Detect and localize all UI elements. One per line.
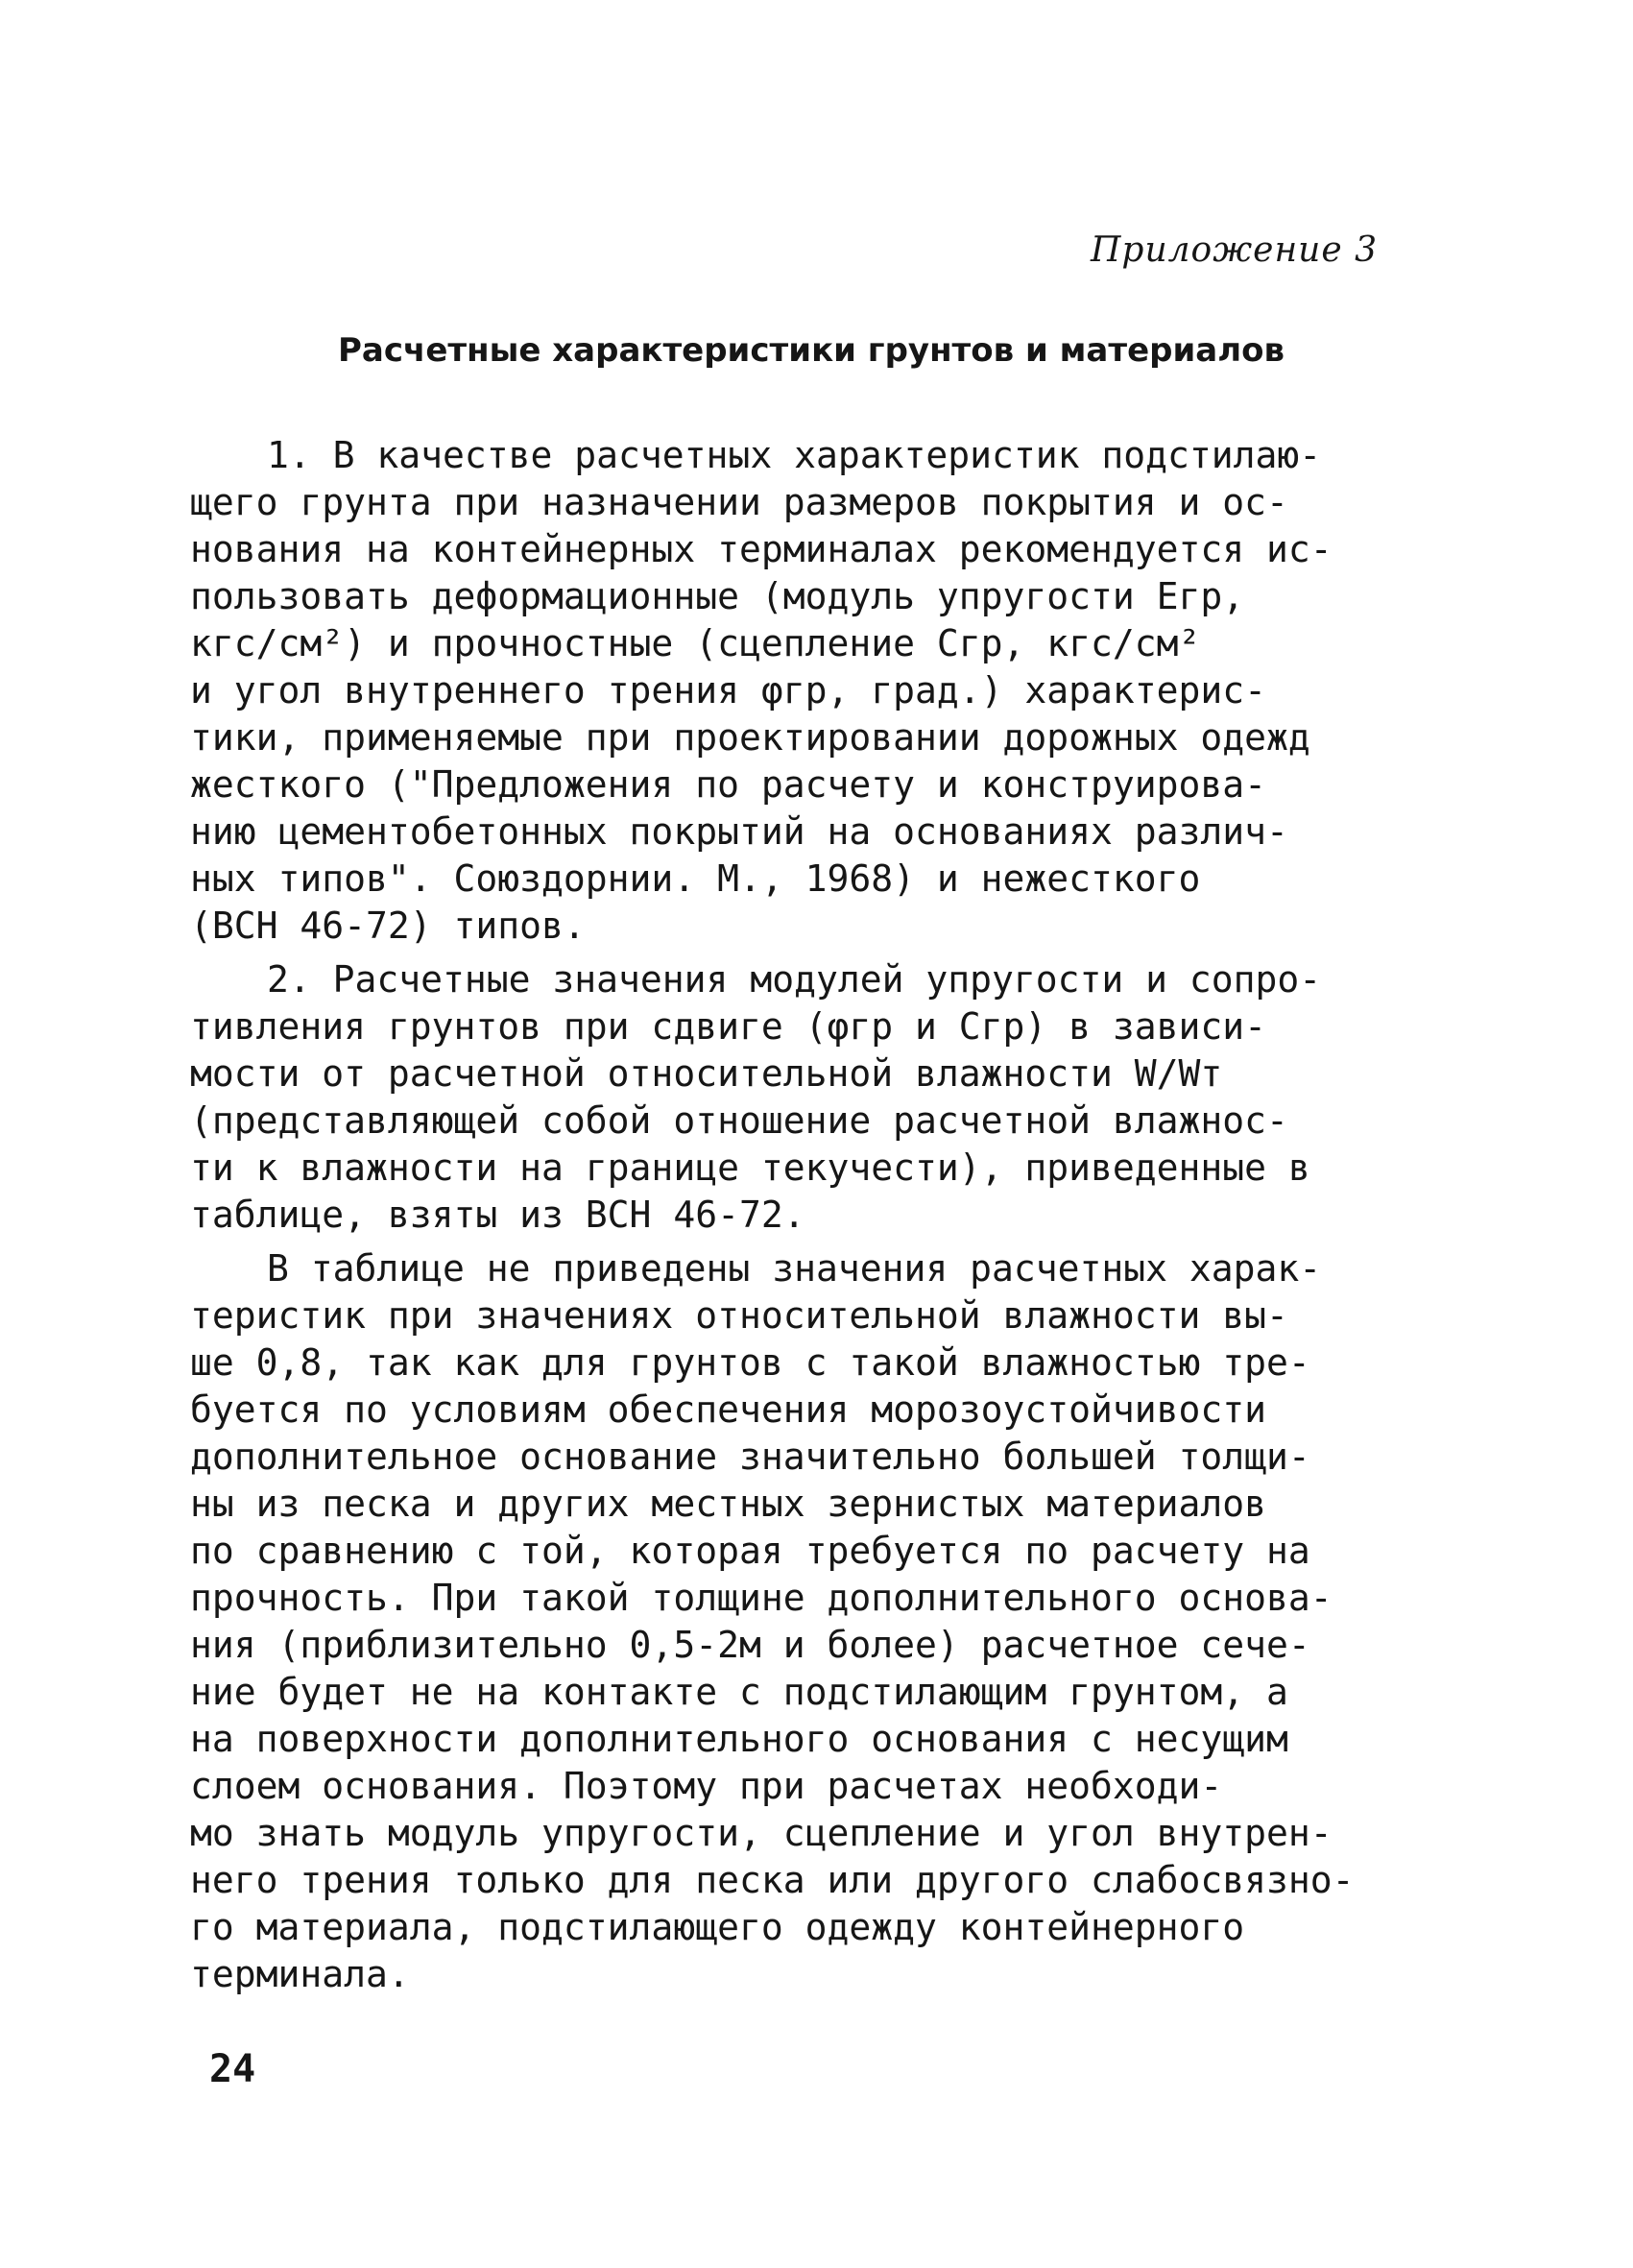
text-line: теристик при значениях относительной влажности вы-: [190, 1294, 1288, 1337]
paragraph-1: [190, 432, 1438, 950]
text-line: ние будет не на контакте с подстилающим грунтом, а: [190, 1671, 1288, 1713]
text-line: ти к влажности на границе текучести), приведенные в: [190, 1146, 1310, 1189]
text-line: тики, применяемые при проектировании дорожных одежд: [190, 716, 1310, 759]
text-line: (представляющей собой отношение расчетной влажнос-: [190, 1099, 1288, 1142]
text-line: тивления грунтов при сдвиге (φгр и Cгр) в зависи-: [190, 1005, 1267, 1048]
text-line: ния (приблизительно 0,5-2м и более) расчетное сече-: [190, 1624, 1310, 1666]
section-title: Расчетные характеристики грунтов и материалов: [337, 331, 1285, 370]
text-line: мо знать модуль упругости, сцепление и угол внутрен-: [190, 1812, 1333, 1854]
text-line: го материала, подстилающего одежду контейнерного: [190, 1906, 1245, 1948]
text-line: буется по условиям обеспечения морозоустойчивости: [190, 1388, 1267, 1431]
text-line: жесткого ("Предложения по расчету и конструирова-: [190, 763, 1267, 806]
text-line: пользовать деформационные (модуль упругости Eгр,: [190, 575, 1245, 617]
text-line: него трения только для песка или другого слабосвязно-: [190, 1859, 1355, 1901]
text-line: и угол внутреннего трения φгр, град.) характерис-: [190, 669, 1267, 712]
appendix-label: Приложение 3: [1091, 230, 1378, 270]
text-line: дополнительное основание значительно большей толщи-: [190, 1436, 1310, 1478]
text-line: 1. В качестве расчетных характеристик подстилаю-: [267, 434, 1322, 476]
text-line: 2. Расчетные значения модулей упругости и сопро-: [267, 958, 1322, 1001]
text-line: В таблице не приведены значения расчетных харак-: [267, 1247, 1322, 1290]
paragraph-3: [190, 1245, 1438, 1998]
text-line: по сравнению с той, которая требуется по расчету на: [190, 1530, 1310, 1572]
text-line: ных типов". Союздорнии. М., 1968) и нежесткого: [190, 857, 1201, 900]
page-number: 24: [209, 2047, 256, 2091]
text-line: терминала.: [190, 1953, 410, 1995]
text-line: щего грунта при назначении размеров покрытия и ос-: [190, 481, 1288, 523]
text-line: (ВСН 46-72) типов.: [190, 905, 586, 947]
text-line: на поверхности дополнительного основания с несущим: [190, 1718, 1288, 1760]
text-line: ны из песка и других местных зернистых материалов: [190, 1483, 1267, 1525]
text-line: таблице, взяты из ВСН 46-72.: [190, 1194, 805, 1236]
text-line: слоем основания. Поэтому при расчетах необходи-: [190, 1765, 1223, 1807]
text-line: нования на контейнерных терминалах рекомендуется ис-: [190, 528, 1333, 570]
document-body: [190, 432, 1438, 1998]
paragraph-2: [190, 956, 1438, 1239]
text-line: нию цементобетонных покрытий на основаниях различ-: [190, 810, 1288, 853]
text-line: ше 0,8, так как для грунтов с такой влажностью тре-: [190, 1341, 1310, 1384]
text-line: прочность. При такой толщине дополнительного основа-: [190, 1577, 1333, 1619]
text-line: мости от расчетной относительной влажности W/Wт: [190, 1052, 1223, 1095]
text-line: кгс/см²) и прочностные (сцепление Cгр, кгс/см²: [190, 622, 1201, 664]
